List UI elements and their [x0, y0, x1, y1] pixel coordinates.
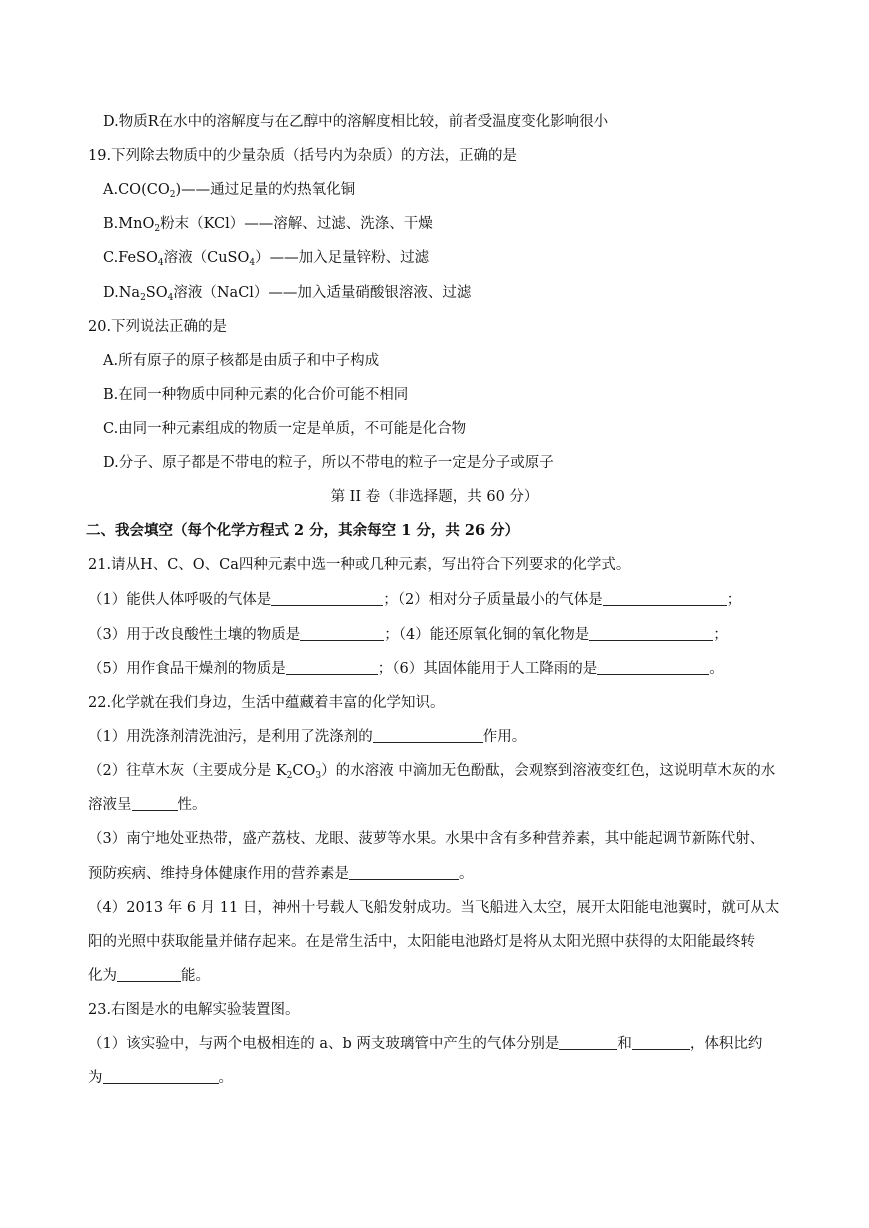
q22-stem: 22.化学就在我们身边，生活中蕴藏着丰富的化学知识。 [88, 695, 445, 711]
q22-item-4-end: 化为 能。 [88, 968, 210, 984]
answer-blank-22-3[interactable] [349, 864, 459, 880]
q20-option-d: D.分子、原子都是不带电的粒子，所以不带电的粒子一定是分子或原子 [103, 455, 554, 471]
q21-row-3: （5）用作食品干燥剂的物质是 ；（6）其固体能用于人工降雨的是 。 [88, 661, 724, 677]
q19-option-a: $A.CO(CO_2)——$通过足量的灼热氧化铜 [103, 182, 356, 200]
q22-item-2-cont: 溶液呈 性。 [88, 797, 207, 813]
answer-blank-21-2[interactable] [603, 590, 727, 606]
answer-blank-23-1a[interactable] [559, 1034, 617, 1050]
q19-stem: 19.下列除去物质中的少量杂质（括号内为杂质）的方法，正确的是 [88, 148, 518, 164]
answer-blank-21-3[interactable] [300, 625, 384, 641]
answer-blank-23-1c[interactable] [103, 1068, 219, 1084]
q20-option-a: A.所有原子的原子核都是由质子和中子构成 [103, 353, 380, 369]
answer-blank-21-4[interactable] [589, 625, 713, 641]
q22-item-1: （1）用洗涤剂清洗油污，是利用了洗涤剂的 作用。 [88, 729, 527, 745]
answer-blank-21-1[interactable] [271, 590, 383, 606]
q20-stem: 20.下列说法正确的是 [88, 319, 228, 335]
q22-item-2: （2）往草木灰（主要成分是 $K_2CO_3$）的水溶液 中滴加无色酚酞，会观察到溶液变红色，这说明草木灰的水 [88, 763, 776, 781]
q19-option-c: C.FeSO$_4$溶液（CuSO$_4$）——加入足量锌粉、过滤 [103, 250, 430, 268]
q23-stem: 23.右图是水的电解实验装置图。 [88, 1002, 300, 1018]
q21-row-2: （3）用于改良酸性土壤的物质是 ；（4）能还原氧化铜的氧化物是 ； [88, 627, 728, 643]
q19-option-b: B.MnO$_2$粉末（KCl）——溶解、过滤、洗涤、干燥 [103, 216, 433, 234]
answer-blank-22-2[interactable] [132, 795, 178, 811]
part2-title: 第 II 卷（非选择题，共 60 分） [330, 489, 539, 505]
section-heading: 二、我会填空（每个化学方程式 2 分，其余每空 1 分，共 26 分） [86, 522, 520, 539]
answer-blank-21-5[interactable] [286, 659, 378, 675]
q22-item-3-cont: 预防疾病、维持身体健康作用的营养素是 。 [88, 866, 474, 882]
q18-option-d: D.物质R在水中的溶解度与在乙醇中的溶解度相比较，前者受温度变化影响很小 [103, 114, 609, 130]
q22-item-3: （3）南宁地处亚热带，盛产荔枝、龙眼、菠萝等水果。水果中含有多种营养素，其中能起调节新陈代射、 [88, 831, 765, 847]
q22-item-4-cont: 阳的光照中获取能量并储存起来。在是常生活中，太阳能电池路灯是将从太阳光照中获得的太阳能最终转 [88, 934, 755, 950]
q23-item-1: （1）该实验中，与两个电极相连的 a、b 两支玻璃管中产生的气体分别是 和 ，体积比约 [88, 1036, 763, 1052]
q22-item-4: （4）2013 年 6 月 11 日，神州十号载人飞船发射成功。当飞船进入太空，展开太阳能电池翼时，就可从太 [88, 900, 780, 916]
q21-row-1: （1）能供人体呼吸的气体是 ；（2）相对分子质量最小的气体是 ； [88, 592, 742, 608]
answer-blank-22-4[interactable] [117, 966, 181, 982]
q21-stem: 21.请从H、C、O、Ca四种元素中选一种或几种元素，写出符合下列要求的化学式。 [88, 557, 631, 573]
answer-blank-21-6[interactable] [597, 659, 709, 675]
q20-option-c: C.由同一种元素组成的物质一定是单质，不可能是化合物 [103, 421, 467, 437]
answer-blank-22-1[interactable] [373, 727, 483, 743]
q23-item-1-cont: 为 。 [88, 1070, 233, 1086]
answer-blank-23-1b[interactable] [632, 1034, 690, 1050]
q20-option-b: B.在同一种物质中同种元素的化合价可能不相同 [103, 387, 409, 403]
q19-option-d: $D.Na_2SO_4$溶液（NaCl）——加入适量硝酸银溶液、过滤 [103, 285, 472, 303]
